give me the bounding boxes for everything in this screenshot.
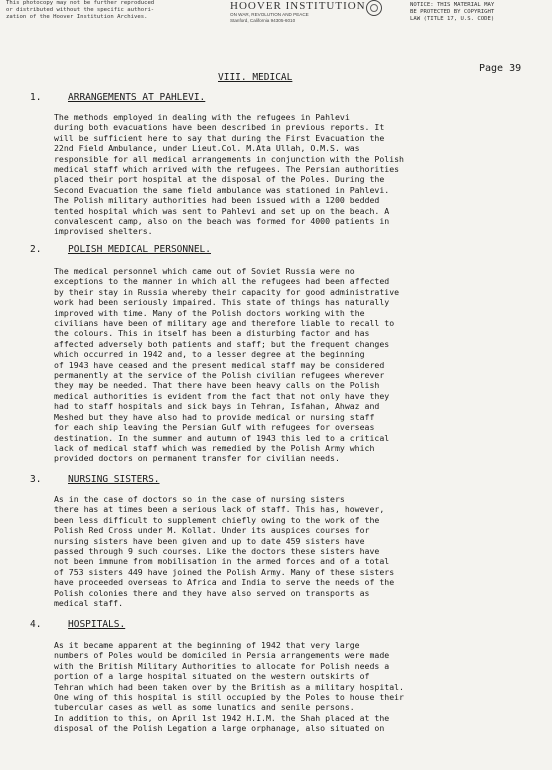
section-paragraph: As it became apparent at the beginning of 1942 that very large numbers of Poles would be domiciled in Persia arrangements were made with the British Military Authorities to allocate for Polish needs a portion of a large hospital situated on the western outskirts of Tehran which had been taken over by the British as a military hospital. One wing of this hospital is still occupied by the Poles to house their tubercular cases as well as some lunatics and senile persons. In addition to this, on April 1st 1942 H.I.M. the Shah placed at the disposal of the Polish Legation a large orphanage, also situated on — [54, 640, 404, 734]
section-paragraph: The methods employed in dealing with the refugees in Pahlevi during both evacuations have been described in previous reports. It will be sufficient here to say that during the First Evacuation the 22nd Field Ambulance, under Lieut.Col. M.Ata Ullah, O.M.S. was responsible for all medical arrangements in conjunction with the Polish medical staff which arrived with the refugees. The Persian authorities placed their port hospital at the disposal of the Poles. During the Second Evacuation the same field ambulance was stationed in Pahlevi. The Polish military authorities had been issued with a 1200 bedded tented hospital which was sent to Pahlevi and set up on the beach. A convalescent camp, also on the beach was formed for 4000 patients in improvised shelters. — [54, 112, 404, 237]
reproduction-disclaimer: This photocopy may not be further reproduced or distributed without the specific authori- zation of the Hoover Institution Archives. — [6, 0, 155, 21]
section-number: 4. — [30, 619, 42, 630]
hoover-seal-icon — [366, 0, 382, 16]
section-title: NURSING SISTERS. — [68, 474, 160, 485]
chapter-title: VIII. MEDICAL — [218, 72, 293, 83]
section-title: ARRANGEMENTS AT PAHLEVI. — [68, 92, 206, 103]
section-title: POLISH MEDICAL PERSONNEL. — [68, 244, 211, 255]
institution-subtitle: ON WAR, REVOLUTION AND PEACE — [230, 12, 309, 17]
section-number: 2. — [30, 244, 42, 255]
section-number: 3. — [30, 474, 42, 485]
institution-header — [230, 0, 370, 24]
section-paragraph: The medical personnel which came out of Soviet Russia were no exceptions to the manner in which all the refugees had been affected by their stay in Russia whereby their capacity for good administrative work had been seriously impaired. This state of things has naturally improved with time. Many of the Polish doctors working with the civilians have been of military age and therefore liable to recall to the colours. This in itself has been a disturbing factor and has affected adversely both patients and staff; but the frequent changes which occurred in 1942 and, to a lesser degree at the beginning of 1943 have ceased and the present medical staff may be considered permanently at the service of the Polish civilian refugees wherever they may be needed. That there have been heavy calls on the Polish medical authorities is evident from the fact that not only have they had to staff hospitals and sick bays in Tehran, Isfahan, Ahwaz and Meshed but they have also had to provide medical or nursing staff for each ship leaving the Persian Gulf with refugees for overseas destination. In the summer and autumn of 1943 this led to a critical lack of medical staff which was remedied by the Polish Army which provided doctors on permanent transfer for civilian needs. — [54, 266, 400, 464]
section-heading — [30, 474, 160, 485]
section-heading — [30, 244, 211, 255]
section-heading — [30, 619, 125, 630]
section-heading — [30, 92, 205, 103]
institution-name: HOOVER INSTITUTION — [230, 0, 366, 12]
section-title: HOSPITALS. — [68, 619, 126, 630]
institution-location: Stanford, California 94305-6010 — [230, 18, 296, 23]
copyright-notice: NOTICE: THIS MATERIAL MAY BE PROTECTED BY COPYRIGHT LAW (TITLE 17, U.S. CODE) — [410, 2, 495, 22]
page-number: Page 39 — [479, 63, 522, 74]
section-number: 1. — [30, 92, 42, 103]
section-paragraph: As in the case of doctors so in the case of nursing sisters there has at times been a serious lack of staff. This has, however, been less difficult to supplement chiefly owing to the work of the Polish Red Cross under M. Kollat. Under its auspices courses for nursing sisters have been given and up to date 459 sisters have passed through 9 such courses. Like the doctors these sisters have not been immune from mobilisation in the armed forces and of a total of 753 sisters 449 have joined the Polish Army. Many of these sisters have proceeded overseas to Africa and India to serve the needs of the Polish colonies there and they have also served on transports as medical staff. — [54, 494, 395, 609]
